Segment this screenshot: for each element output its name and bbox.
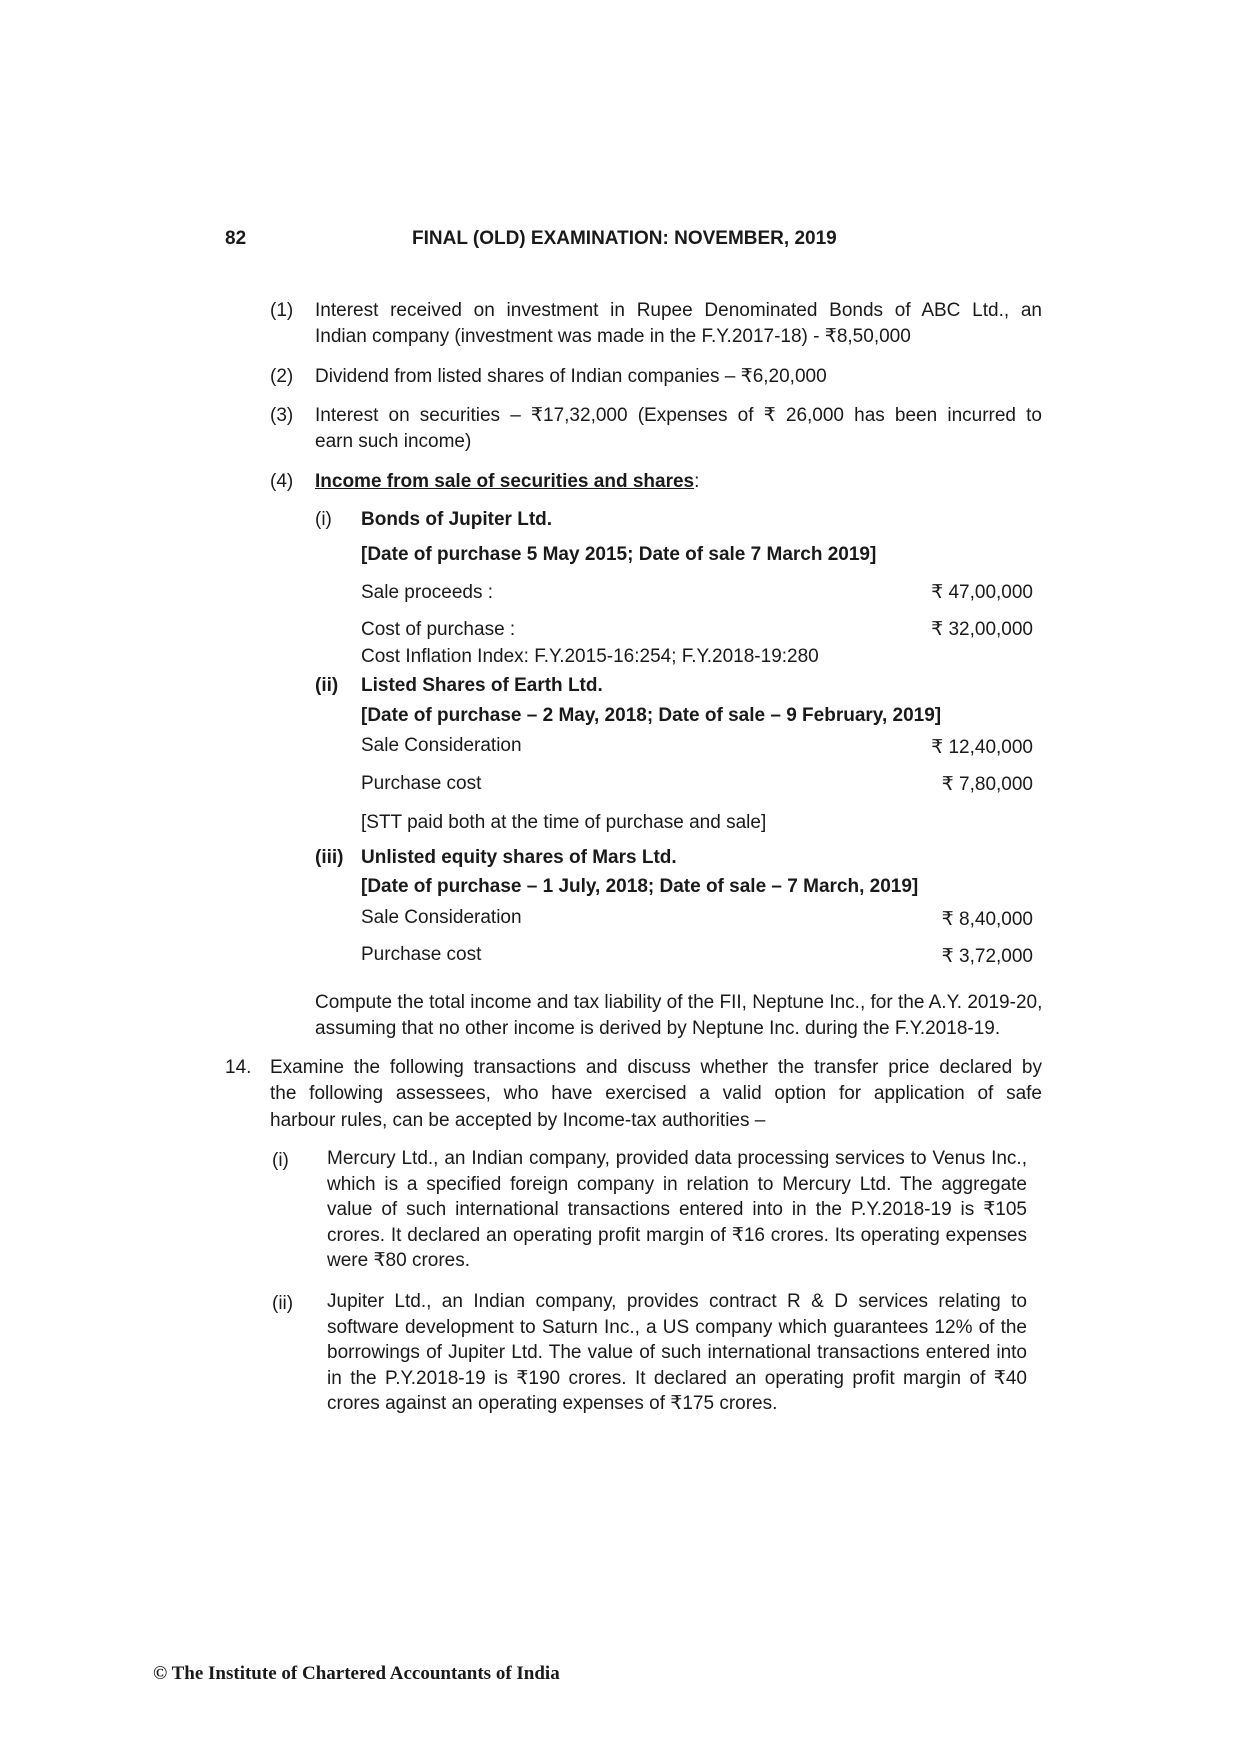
sale-i-number: (i) — [315, 509, 332, 530]
sale-i-note: Cost Inflation Index: F.Y.2015-16:254; F.Y.2018-19:280 — [361, 646, 819, 667]
sale-iii-title: Unlisted equity shares of Mars Ltd. — [361, 847, 677, 868]
sale-ii-number: (ii) — [315, 675, 339, 696]
item-2-text: Dividend from listed shares of Indian companies – ₹6,20,000 — [315, 366, 827, 387]
sale-i-row2-value: ₹ 32,00,000 — [931, 619, 1033, 640]
compute-line1: Compute the total income and tax liability of the FII, Neptune Inc., for the A.Y. 2019-20, — [315, 992, 1043, 1013]
sale-i-row1-value: ₹ 47,00,000 — [931, 582, 1033, 603]
item-3-number: (3) — [270, 405, 294, 426]
page-title: FINAL (OLD) EXAMINATION: NOVEMBER, 2019 — [412, 228, 837, 249]
item-1-line2: Indian company (investment was made in the F.Y.2017-18) - ₹8,50,000 — [315, 326, 911, 347]
item-3-line2: earn such income) — [315, 431, 472, 452]
q14-line3: harbour rules, can be accepted by Income-tax authorities – — [270, 1110, 766, 1131]
item-4-heading: Income from sale of securities and shares — [315, 471, 695, 492]
page-number: 82 — [225, 228, 247, 249]
q14-sub-ii-text: Jupiter Ltd., an Indian company, provides contract R & D services relating to software development to Saturn Inc., a US company which guarantees 12% of the borrowings of Jupiter Ltd. The value of such international transactions entered into in the P.Y.2018-19 is ₹190 crores. It declared an operating profit margin of ₹40 crores against an operating expenses of ₹175 crores. — [327, 1291, 1027, 1414]
item-4-heading-wrap — [315, 469, 699, 495]
sale-iii-row2-value: ₹ 3,72,000 — [941, 946, 1033, 967]
compute-line2: assuming that no other income is derived by Neptune Inc. during the F.Y.2018-19. — [315, 1018, 1001, 1039]
sale-ii-note: [STT paid both at the time of purchase and sale] — [361, 812, 767, 833]
sale-i-row1-label: Sale proceeds : — [361, 582, 494, 603]
footer-copyright: © The Institute of Chartered Accountants of India — [153, 1663, 560, 1684]
sale-ii-row2-label: Purchase cost — [361, 773, 482, 794]
sale-i-row2-label: Cost of purchase : — [361, 619, 516, 640]
q14-sub-i-text: Mercury Ltd., an Indian company, provided data processing services to Venus Inc., which is a specified foreign company in relation to Mercury Ltd. The aggregate value of such international transactions entered into in the P.Y.2018-19 is ₹105 crores. It declared an operating profit margin of ₹16 crores. Its operating expenses were ₹80 crores. — [327, 1148, 1027, 1271]
sale-iii-row2-label: Purchase cost — [361, 944, 482, 965]
sale-iii-row1-value: ₹ 8,40,000 — [941, 909, 1033, 930]
sale-ii-row1-value: ₹ 12,40,000 — [931, 737, 1033, 758]
item-3-line1: Interest on securities – ₹17,32,000 (Expenses of ₹ 26,000 has been incurred to — [315, 405, 1042, 426]
sale-iii-number: (iii) — [315, 847, 344, 868]
q14-number: 14. — [225, 1057, 252, 1078]
item-1-number: (1) — [270, 300, 294, 321]
sale-i-dates: [Date of purchase 5 May 2015; Date of sale 7 March 2019] — [361, 544, 877, 565]
q14-sub-i-number: (i) — [272, 1150, 289, 1171]
sale-ii-title: Listed Shares of Earth Ltd. — [361, 675, 603, 696]
sale-iii-dates: [Date of purchase – 1 July, 2018; Date of sale – 7 March, 2019] — [361, 876, 919, 897]
sale-ii-row2-value: ₹ 7,80,000 — [941, 774, 1033, 795]
item-2-number: (2) — [270, 366, 294, 387]
item-4-number: (4) — [270, 471, 294, 492]
sale-iii-row1-label: Sale Consideration — [361, 907, 522, 928]
item-4-colon: : — [694, 471, 700, 492]
q14-line2: the following assessees, who have exercised a valid option for application of safe — [270, 1083, 1042, 1104]
q14-line1: Examine the following transactions and discuss whether the transfer price declared by — [270, 1057, 1042, 1078]
q14-sub-ii-number: (ii) — [272, 1293, 294, 1314]
sale-ii-row1-label: Sale Consideration — [361, 735, 522, 756]
item-1-line1: Interest received on investment in Rupee Denominated Bonds of ABC Ltd., an — [315, 300, 1042, 321]
sale-i-title: Bonds of Jupiter Ltd. — [361, 509, 553, 530]
sale-ii-dates: [Date of purchase – 2 May, 2018; Date of sale – 9 February, 2019] — [361, 705, 942, 726]
